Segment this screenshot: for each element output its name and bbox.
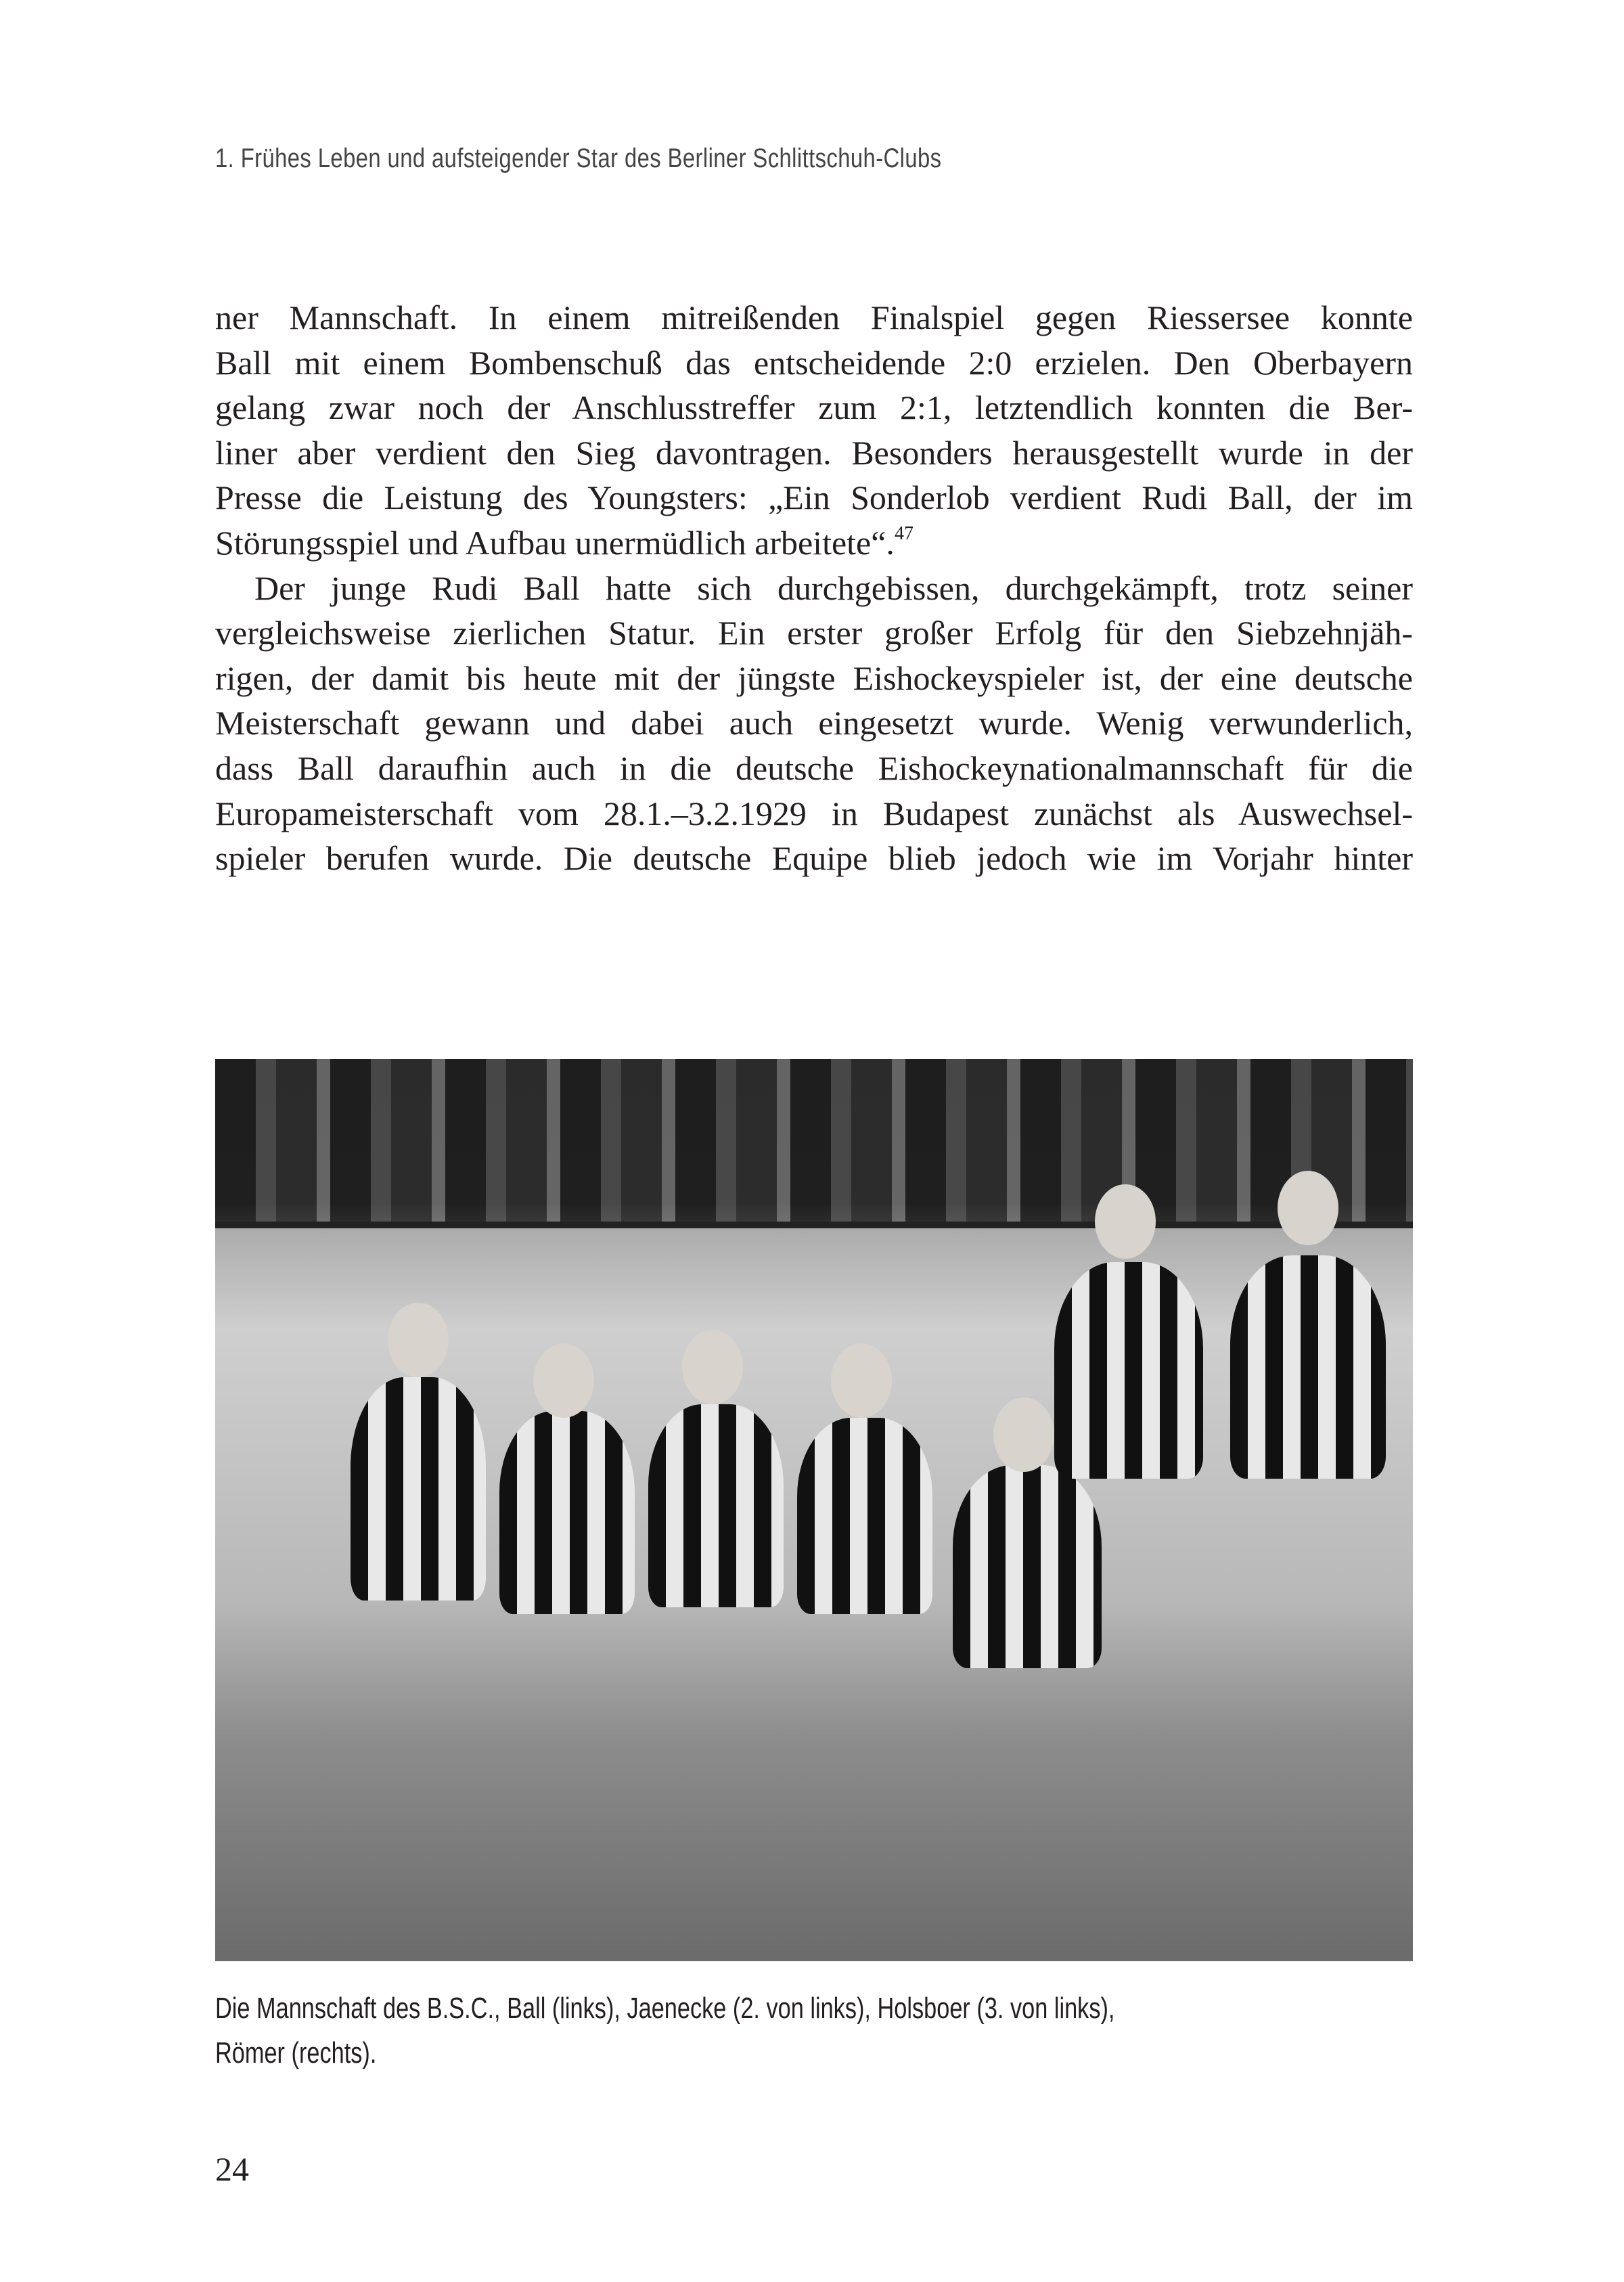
- text-span: Störungsspiel und Aufbau unermüdlich arbeitete“.: [215, 523, 895, 562]
- text-line: liner aber verdient den Sieg davontragen. Besonders herausgestellt wurde in der: [215, 433, 1413, 472]
- text-line: [215, 520, 1413, 566]
- body-text: [215, 295, 1413, 881]
- text-line: Der junge Rudi Ball hatte sich durchgebissen, durchgekämpft, trotz seiner: [254, 568, 1413, 607]
- text-line: ner Mannschaft. In einem mitreißenden Finalspiel gegen Riessersee konnte: [215, 298, 1413, 336]
- photo-player: [797, 1418, 932, 1614]
- photo-player-head: [831, 1343, 892, 1418]
- caption-line: Die Mannschaft des B.S.C., Ball (links), Jaenecke (2. von links), Holsboer (3. von links),: [215, 1992, 1115, 2025]
- photo-player-head: [1095, 1184, 1156, 1259]
- photo-player: [1054, 1262, 1203, 1479]
- text-line: vergleichsweise zierlichen Statur. Ein erster großer Erfolg für den Siebzehnjäh-: [215, 614, 1413, 652]
- text-line: rigen, der damit bis heute mit der jüngste Eishockeyspieler ist, der eine deutsche: [215, 658, 1413, 697]
- photo-crowd: [215, 1059, 1413, 1222]
- photo-player-head: [1278, 1171, 1338, 1245]
- page-number: 24: [215, 2150, 249, 2188]
- text-line: Meisterschaft gewann und dabei auch eingesetzt wurde. Wenig verwunderlich,: [215, 704, 1413, 742]
- running-header: 1. Frühes Leben und aufsteigender Star des Berliner Schlittschuh-Clubs: [215, 143, 942, 173]
- text-line: gelang zwar noch der Anschlusstreffer zum 2:1, letztendlich konnten die Ber-: [215, 388, 1413, 427]
- photo-player: [499, 1411, 635, 1614]
- footnote-reference[interactable]: 47: [894, 522, 914, 544]
- photo-player: [351, 1377, 486, 1601]
- photo-player: [953, 1465, 1102, 1668]
- photo-player-head: [682, 1330, 743, 1404]
- photo-player: [1230, 1255, 1386, 1479]
- photo-player-head: [388, 1303, 449, 1377]
- text-line: spieler berufen wurde. Die deutsche Equipe blieb jedoch wie im Vorjahr hinter: [215, 839, 1413, 878]
- text-line: Presse die Leistung des Youngsters: „Ein Sonderlob verdient Rudi Ball, der im: [215, 478, 1413, 517]
- photo-player-head: [533, 1343, 594, 1418]
- figure-caption: [215, 1986, 1114, 2076]
- team-photo: [215, 1059, 1413, 1961]
- text-line: Europameisterschaft vom 28.1.–3.2.1929 in Budapest zunächst als Auswechsel-: [215, 794, 1413, 832]
- text-line: Ball mit einem Bombenschuß das entscheidende 2:0 erzielen. Den Oberbayern: [215, 343, 1413, 382]
- photo-rail: [215, 1222, 1413, 1228]
- photo-player-head: [993, 1397, 1054, 1472]
- photo-player: [648, 1404, 784, 1607]
- caption-line: Römer (rechts).: [215, 2036, 377, 2070]
- text-line: dass Ball daraufhin auch in die deutsche Eishockeynationalmannschaft für die: [215, 748, 1413, 787]
